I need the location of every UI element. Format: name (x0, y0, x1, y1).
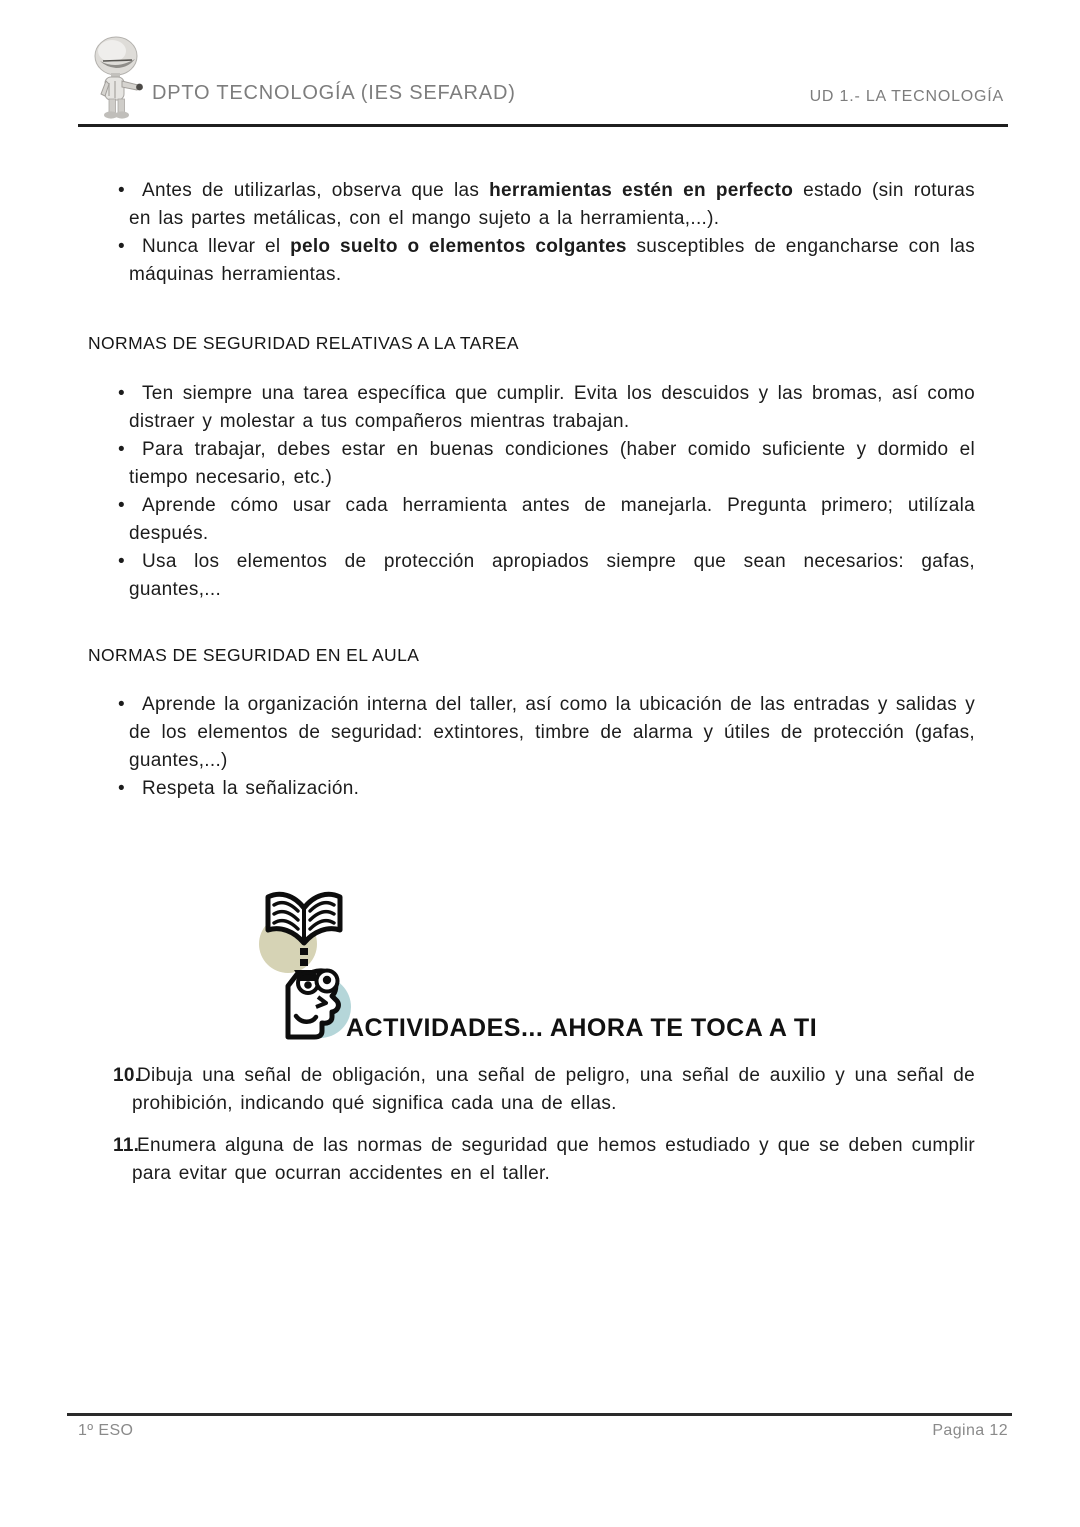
bullet-item (88, 233, 975, 289)
open-book-reader-icon (252, 880, 357, 1040)
bullet-marker: • (118, 551, 125, 572)
bullet-marker: • (118, 495, 125, 516)
footer-page-number: Pagina 12 (932, 1422, 1008, 1439)
bullet-item (88, 436, 975, 492)
section-aula-bullet-list (88, 691, 975, 803)
intro-bullet-list (88, 177, 975, 289)
activity-number: 11. (113, 1135, 140, 1156)
book-reader-clipart (252, 880, 357, 1040)
bullet-marker: • (118, 383, 125, 404)
activity-number: 10. (113, 1065, 141, 1086)
bullet-text: Antes de utilizarlas, observa que las (142, 180, 490, 201)
bullet-item (88, 492, 975, 548)
bullet-marker: • (118, 439, 125, 460)
activity-item (88, 1132, 975, 1188)
bullet-marker: • (118, 694, 125, 715)
section-heading-tarea: NORMAS DE SEGURIDAD RELATIVAS A LA TAREA (88, 333, 519, 353)
header-unit-title: UD 1.- LA TECNOLOGÍA (809, 88, 1004, 105)
activities-title: ACTIVIDADES... AHORA TE TOCA A TI (346, 1014, 818, 1042)
bullet-text: Usa los elementos de protección apropiados siempre que sean necesarios: gafas, guantes,... (129, 551, 975, 600)
activity-item (88, 1062, 975, 1118)
robot-figurine-logo (78, 34, 150, 122)
bullet-item (88, 177, 975, 233)
header-department-title: DPTO TECNOLOGÍA (IES SEFARAD) (152, 82, 516, 104)
bullet-text: Ten siempre una tarea específica que cumplir. Evita los descuidos y las bromas, así como distraer y molestar a tus compañeros mientras trabajan. (129, 383, 975, 432)
bullet-text: Aprende la organización interna del taller, así como la ubicación de las entradas y salidas y de los elementos de seguridad: extintores, timbre de alarma y útiles de protección (gafas, guantes,...) (129, 694, 975, 771)
bullet-marker: • (118, 778, 125, 799)
bullet-marker: • (118, 236, 125, 257)
bullet-text-bold: pelo suelto o elementos colgantes (290, 236, 627, 257)
section-tarea-bullet-list (88, 380, 975, 604)
bullet-text: Respeta la señalización. (142, 778, 360, 799)
footer (78, 1422, 1008, 1440)
bullet-text: Aprende cómo usar cada herramienta antes de manejarla. Pregunta primero; utilízala después. (129, 495, 975, 544)
activities-list (88, 1062, 975, 1188)
bullet-text: susceptibles de engancharse con las máquinas herramientas. (129, 236, 976, 285)
bullet-item (88, 548, 975, 604)
bullet-item (88, 380, 975, 436)
bullet-item (88, 691, 975, 775)
section-heading-aula: NORMAS DE SEGURIDAD EN EL AULA (88, 645, 420, 665)
bullet-text: Para trabajar, debes estar en buenas condiciones (haber comido suficiente y dormido el tiempo necesario, etc.) (129, 439, 975, 488)
bullet-text: Nunca llevar el (142, 236, 291, 257)
header-rule (78, 124, 1008, 127)
bullet-text-bold: herramientas estén en perfecto (489, 180, 794, 201)
robot-icon (78, 34, 150, 122)
bullet-text: estado (sin roturas en las partes metálicas, con el mango sujeto a la herramienta,...). (129, 180, 975, 229)
bullet-marker: • (118, 180, 125, 201)
activity-text: Enumera alguna de las normas de seguridad que hemos estudiado y que se deben cumplir para evitar que ocurran accidentes en el taller. (132, 1135, 975, 1184)
activity-text: Dibuja una señal de obligación, una señal de peligro, una señal de auxilio y una señal de prohibición, indicando qué significa cada una de ellas. (132, 1065, 975, 1114)
footer-course-label: 1º ESO (78, 1422, 134, 1439)
bullet-item (88, 775, 975, 803)
footer-rule (67, 1413, 1012, 1416)
